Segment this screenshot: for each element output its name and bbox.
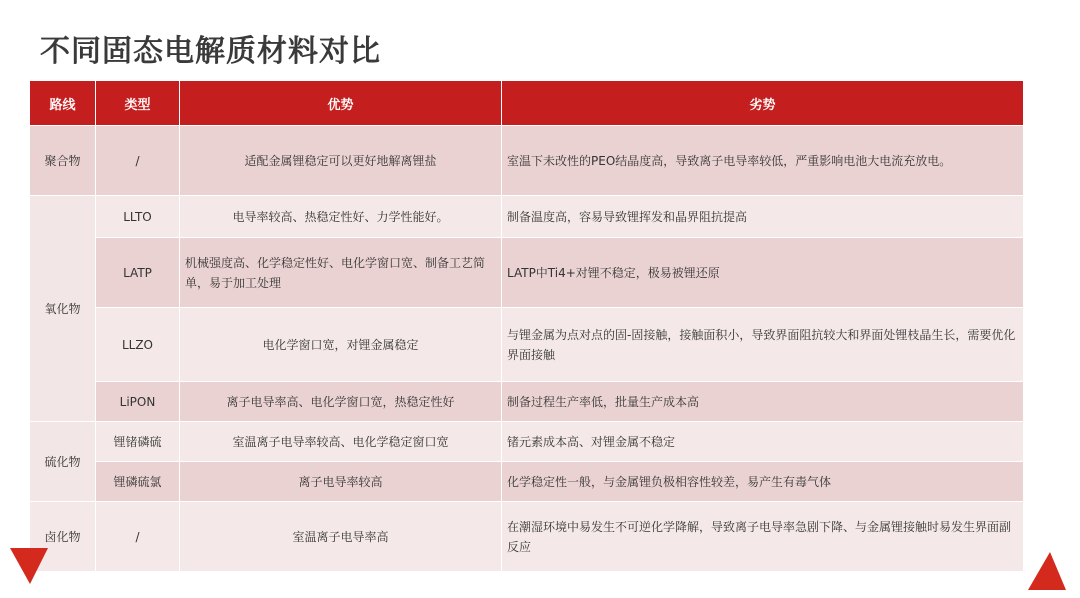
type-cell: 锂磷硫氯	[96, 462, 180, 502]
advantages-cell: 适配金属锂稳定可以更好地解离锂盐	[180, 126, 502, 196]
route-cell: 氧化物	[30, 196, 96, 422]
disadvantages-cell: 化学稳定性一般，与金属锂负极相容性较差，易产生有毒气体	[502, 462, 1024, 502]
table-row	[30, 196, 1024, 238]
table-row	[30, 308, 1024, 382]
route-cell: 聚合物	[30, 126, 96, 196]
disadvantages-cell: 与锂金属为点对点的固-固接触，接触面积小，导致界面阻抗较大和界面处锂枝晶生长，需要优化界面接触	[502, 308, 1024, 382]
header-advantages: 优势	[180, 81, 502, 126]
slide-title: 不同固态电解质材料对比	[40, 34, 381, 69]
type-cell: /	[96, 126, 180, 196]
disadvantages-cell: 在潮湿环境中易发生不可逆化学降解，导致离子电导率急剧下降、与金属锂接触时易发生界面副反应	[502, 502, 1024, 572]
table-row	[30, 238, 1024, 308]
route-cell: 卤化物	[30, 502, 96, 572]
advantages-cell: 电导率较高、热稳定性好、力学性能好。	[180, 196, 502, 238]
table-row	[30, 462, 1024, 502]
disadvantages-cell: 锗元素成本高、对锂金属不稳定	[502, 422, 1024, 462]
table-row	[30, 382, 1024, 422]
disadvantages-cell: 制备过程生产率低，批量生产成本高	[502, 382, 1024, 422]
type-cell: /	[96, 502, 180, 572]
type-cell: LLTO	[96, 196, 180, 238]
type-cell: LLZO	[96, 308, 180, 382]
advantages-cell: 室温离子电导率较高、电化学稳定窗口宽	[180, 422, 502, 462]
disadvantages-cell: 制备温度高，容易导致锂挥发和晶界阻抗提高	[502, 196, 1024, 238]
table-row	[30, 422, 1024, 462]
advantages-cell: 室温离子电导率高	[180, 502, 502, 572]
header-route: 路线	[30, 81, 96, 126]
table-row	[30, 126, 1024, 196]
disadvantages-cell: 室温下未改性的PEO结晶度高，导致离子电导率较低，严重影响电池大电流充放电。	[502, 126, 1024, 196]
type-cell: 锂锗磷硫	[96, 422, 180, 462]
advantages-cell: 机械强度高、化学稳定性好、电化学窗口宽、制备工艺简单，易于加工处理	[180, 238, 502, 308]
corner-decoration-right	[1028, 552, 1066, 590]
header-type: 类型	[96, 81, 180, 126]
table-header-row	[30, 81, 1024, 126]
disadvantages-cell: LATP中Ti4+对锂不稳定，极易被锂还原	[502, 238, 1024, 308]
advantages-cell: 离子电导率较高	[180, 462, 502, 502]
type-cell: LiPON	[96, 382, 180, 422]
table-row	[30, 502, 1024, 572]
advantages-cell: 离子电导率高、电化学窗口宽，热稳定性好	[180, 382, 502, 422]
header-disadvantages: 劣势	[502, 81, 1024, 126]
advantages-cell: 电化学窗口宽，对锂金属稳定	[180, 308, 502, 382]
corner-decoration-left	[10, 548, 48, 584]
route-cell: 硫化物	[30, 422, 96, 502]
type-cell: LATP	[96, 238, 180, 308]
comparison-table	[29, 80, 1024, 572]
